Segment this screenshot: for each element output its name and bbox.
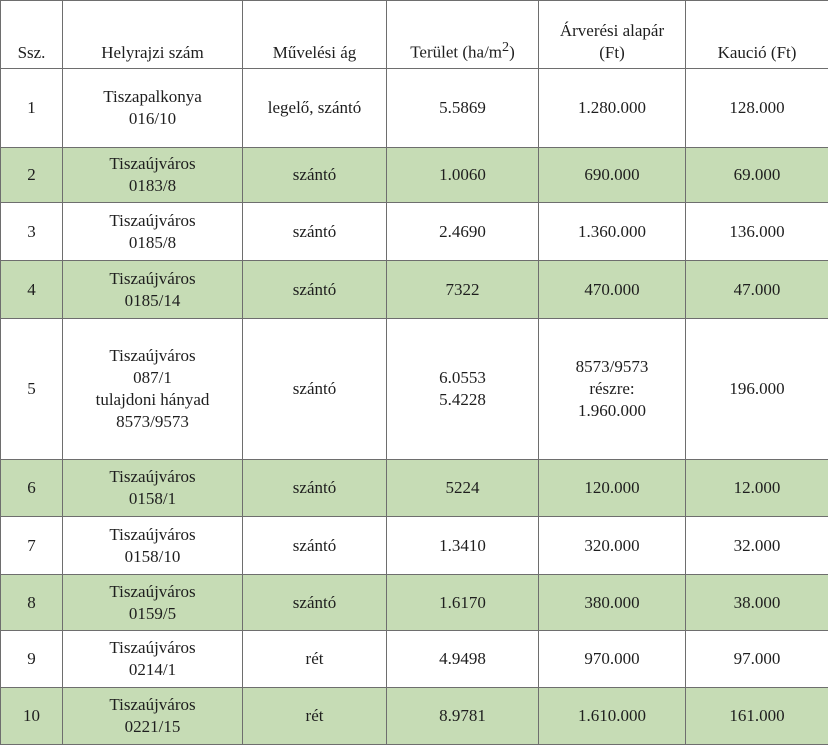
cell-arveresi-alapar: [539, 148, 686, 203]
header-muvelesi-ag: Művelési ág: [243, 1, 387, 69]
terulet-line: 1.3410: [439, 535, 486, 555]
terulet-line: 5.4228: [439, 390, 486, 409]
table-row: [1, 203, 828, 261]
cell-ssz: 10: [1, 688, 63, 745]
cell-muvelesi-ag: szántó: [243, 460, 387, 517]
hrsz-line: Tiszaújváros: [109, 581, 196, 601]
table-row: [1, 69, 828, 148]
terulet-line: 1.6170: [439, 592, 486, 612]
hrsz-line: tulajdoni hányad: [95, 390, 210, 409]
hrsz-line: Tiszaújváros: [109, 346, 196, 365]
alapar-line: 320.000: [584, 535, 640, 555]
cell-ssz: 9: [1, 631, 63, 688]
hrsz-line: 0158/10: [124, 546, 181, 566]
table-row: [1, 575, 828, 631]
header-arveresi-line1: Árverési alapár: [559, 21, 665, 40]
cell-muvelesi-ag: szántó: [243, 319, 387, 460]
hrsz-line: Tiszaújváros: [109, 524, 196, 544]
table-row: [1, 460, 828, 517]
cell-kaucio: 12.000: [686, 460, 828, 517]
alapar-line: 1.280.000: [578, 98, 646, 117]
cell-ssz: 1: [1, 69, 63, 148]
header-arveresi-line2: (Ft): [599, 43, 625, 62]
cell-kaucio: 69.000: [686, 148, 828, 203]
table-row: [1, 631, 828, 688]
cell-kaucio: 196.000: [686, 319, 828, 460]
cell-helyrajzi-szam: [63, 148, 243, 203]
cell-ssz: 3: [1, 203, 63, 261]
header-terulet: [387, 1, 539, 69]
hrsz-line: 0159/5: [128, 603, 177, 623]
header-terulet-suffix: ): [509, 43, 515, 62]
header-helyrajzi-szam: Helyrajzi szám: [63, 1, 243, 69]
alapar-line: 120.000: [584, 478, 640, 497]
cell-ssz: 4: [1, 261, 63, 319]
terulet-line: 2.4690: [439, 221, 486, 241]
alapar-line: 690.000: [584, 165, 640, 184]
hrsz-line: 087/1: [133, 368, 172, 387]
table-row: [1, 517, 828, 575]
hrsz-line: 0221/15: [124, 717, 181, 736]
cell-muvelesi-ag: rét: [243, 688, 387, 745]
cell-muvelesi-ag: szántó: [243, 261, 387, 319]
hrsz-line: 0185/14: [124, 290, 181, 310]
header-arveresi-alapar: [539, 1, 686, 69]
cell-helyrajzi-szam: [63, 688, 243, 745]
cell-kaucio: 136.000: [686, 203, 828, 261]
cell-ssz: 7: [1, 517, 63, 575]
cell-kaucio: 32.000: [686, 517, 828, 575]
header-terulet-sup: 2: [502, 39, 510, 56]
hrsz-line: Tiszaújváros: [109, 467, 196, 486]
hrsz-line: 0158/1: [128, 489, 177, 508]
cell-muvelesi-ag: szántó: [243, 575, 387, 631]
cell-terulet: [387, 517, 539, 575]
cell-arveresi-alapar: [539, 319, 686, 460]
cell-muvelesi-ag: rét: [243, 631, 387, 688]
alapar-line: 970.000: [584, 649, 640, 668]
cell-ssz: 2: [1, 148, 63, 203]
cell-helyrajzi-szam: [63, 631, 243, 688]
cell-terulet: [387, 631, 539, 688]
cell-terulet: [387, 261, 539, 319]
terulet-line: 5224: [445, 478, 480, 497]
cell-helyrajzi-szam: [63, 69, 243, 148]
cell-kaucio: 97.000: [686, 631, 828, 688]
terulet-line: 8.9781: [439, 706, 486, 725]
alapar-line: 1.360.000: [578, 221, 646, 241]
alapar-line: 380.000: [584, 592, 640, 612]
cell-terulet: [387, 203, 539, 261]
cell-ssz: 5: [1, 319, 63, 460]
cell-muvelesi-ag: szántó: [243, 517, 387, 575]
table-row: [1, 148, 828, 203]
cell-arveresi-alapar: [539, 688, 686, 745]
cell-helyrajzi-szam: [63, 460, 243, 517]
alapar-line: 1.960.000: [578, 401, 646, 420]
terulet-line: 4.9498: [439, 649, 486, 668]
hrsz-line: Tiszaújváros: [109, 154, 196, 173]
header-row: [1, 1, 828, 69]
table-row: [1, 688, 828, 745]
hrsz-line: 0185/8: [128, 232, 177, 252]
alapar-line: 1.610.000: [578, 706, 646, 725]
alapar-line: 8573/9573: [575, 357, 649, 376]
cell-kaucio: 128.000: [686, 69, 828, 148]
terulet-line: 7322: [445, 279, 480, 299]
cell-arveresi-alapar: [539, 517, 686, 575]
cell-terulet: [387, 460, 539, 517]
hrsz-line: Tiszaújváros: [109, 210, 196, 230]
hrsz-line: 016/10: [128, 109, 177, 128]
hrsz-line: Tiszapalkonya: [103, 87, 202, 106]
alapar-line: 470.000: [584, 279, 640, 299]
cell-arveresi-alapar: [539, 203, 686, 261]
cell-kaucio: 47.000: [686, 261, 828, 319]
header-ssz: Ssz.: [1, 1, 63, 69]
cell-helyrajzi-szam: [63, 261, 243, 319]
cell-ssz: 6: [1, 460, 63, 517]
cell-muvelesi-ag: szántó: [243, 148, 387, 203]
hrsz-line: Tiszaújváros: [109, 268, 196, 288]
alapar-line: részre:: [589, 379, 635, 398]
cell-terulet: [387, 575, 539, 631]
hrsz-line: Tiszaújváros: [109, 638, 196, 657]
table-row: [1, 261, 828, 319]
cell-muvelesi-ag: legelő, szántó: [243, 69, 387, 148]
cell-terulet: [387, 69, 539, 148]
header-terulet-prefix: Terület (ha/m: [410, 43, 503, 62]
hrsz-line: 0183/8: [128, 176, 177, 195]
cell-arveresi-alapar: [539, 460, 686, 517]
cell-arveresi-alapar: [539, 69, 686, 148]
cell-helyrajzi-szam: [63, 575, 243, 631]
cell-terulet: [387, 319, 539, 460]
hrsz-line: 8573/9573: [116, 412, 189, 431]
hrsz-line: 0214/1: [128, 660, 177, 679]
terulet-line: 6.0553: [439, 368, 486, 387]
cell-kaucio: 38.000: [686, 575, 828, 631]
cell-arveresi-alapar: [539, 261, 686, 319]
terulet-line: 1.0060: [439, 165, 486, 184]
cell-kaucio: 161.000: [686, 688, 828, 745]
cell-muvelesi-ag: szántó: [243, 203, 387, 261]
cell-ssz: 8: [1, 575, 63, 631]
cell-helyrajzi-szam: [63, 517, 243, 575]
cell-terulet: [387, 688, 539, 745]
cell-terulet: [387, 148, 539, 203]
cell-helyrajzi-szam: [63, 319, 243, 460]
header-kaucio: Kaució (Ft): [686, 1, 828, 69]
hrsz-line: Tiszaújváros: [109, 695, 196, 714]
cell-arveresi-alapar: [539, 631, 686, 688]
table-row: [1, 319, 828, 460]
terulet-line: 5.5869: [439, 98, 486, 117]
cell-helyrajzi-szam: [63, 203, 243, 261]
cell-arveresi-alapar: [539, 575, 686, 631]
